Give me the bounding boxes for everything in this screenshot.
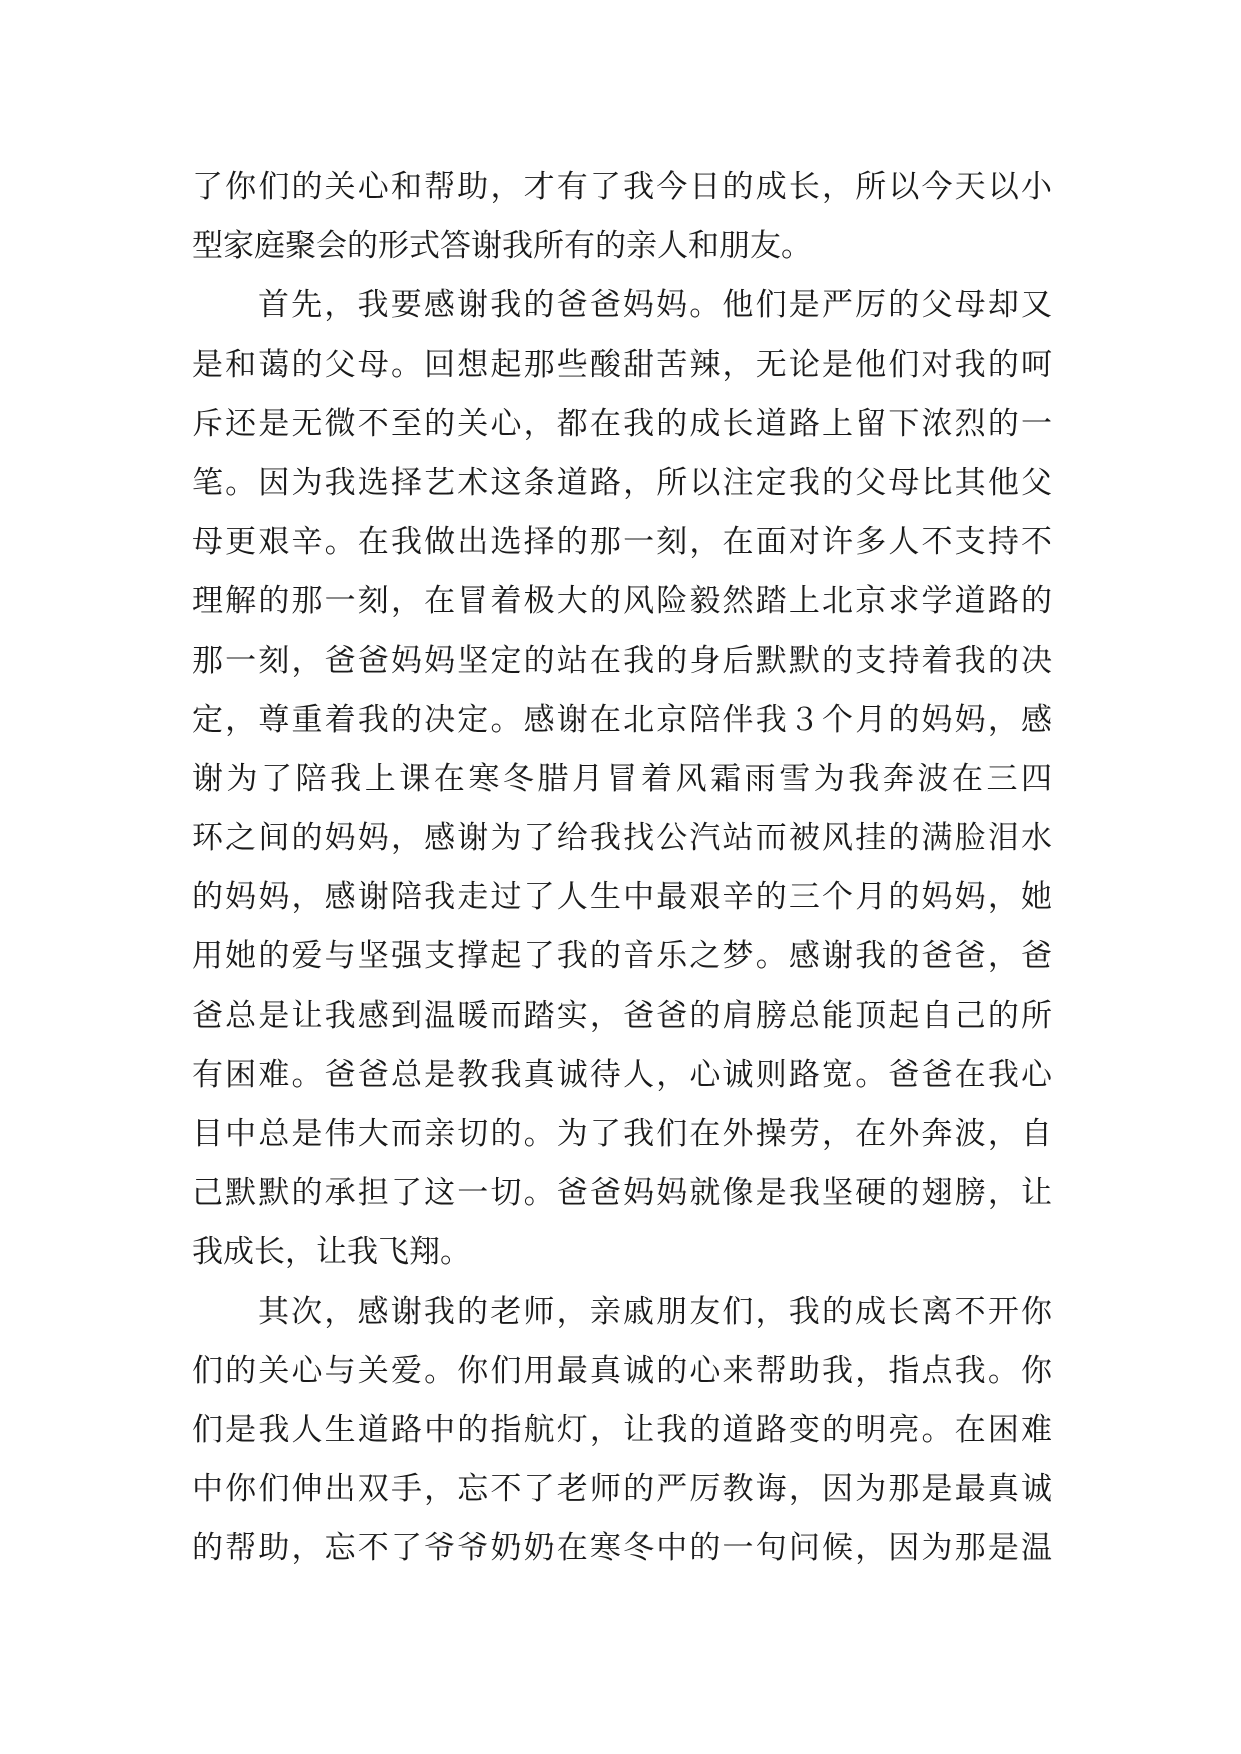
text-line: 目中总是伟大而亲切的。为了我们在外操劳，在外奔波，自 — [192, 1116, 1052, 1152]
text-line: 是和蔼的父母。回想起那些酸甜苦辣，无论是他们对我的呵 — [192, 346, 1052, 383]
text-line: 首先，我要感谢我的爸爸妈妈。他们是严厉的父母却又 — [258, 287, 1052, 324]
text-line: 谢为了陪我上课在寒冬腊月冒着风霜雨雪为我奔波在三四 — [192, 760, 1052, 797]
text-line: 用她的爱与坚强支撑起了我的音乐之梦。感谢我的爸爸，爸 — [192, 938, 1052, 975]
text-line: 有困难。爸爸总是教我真诚待人，心诚则路宽。爸爸在我心 — [192, 1056, 1052, 1093]
text-line: 我成长，让我飞翔。 — [192, 1234, 471, 1271]
text-line: 们的关心与关爱。你们用最真诚的心来帮助我，指点我。你 — [192, 1352, 1052, 1389]
text-line: 们是我人生道路中的指航灯，让我的道路变的明亮。在困难 — [192, 1411, 1052, 1448]
text-line: 的帮助，忘不了爷爷奶奶在寒冬中的一句问候，因为那是温 — [192, 1530, 1052, 1567]
text-line: 己默默的承担了这一切。爸爸妈妈就像是我坚硬的翅膀，让 — [192, 1175, 1052, 1212]
text-line: 爸总是让我感到温暖而踏实，爸爸的肩膀总能顶起自己的所 — [192, 997, 1052, 1034]
text-line: 了你们的关心和帮助，才有了我今日的成长，所以今天以小 — [192, 169, 1052, 205]
text-line: 斥还是无微不至的关心，都在我的成长道路上留下浓烈的一 — [192, 405, 1052, 442]
text-line: 那一刻，爸爸妈妈坚定的站在我的身后默默的支持着我的决 — [192, 642, 1052, 679]
body-text — [192, 158, 1052, 1579]
text-line: 笔。因为我选择艺术这条道路，所以注定我的父母比其他父 — [192, 464, 1052, 501]
text-line: 其次，感谢我的老师，亲戚朋友们，我的成长离不开你 — [258, 1293, 1052, 1330]
text-line: 定，尊重着我的决定。感谢在北京陪伴我３个月的妈妈，感 — [192, 701, 1052, 738]
text-line: 理解的那一刻，在冒着极大的风险毅然踏上北京求学道路的 — [192, 583, 1052, 620]
text-line: 母更艰辛。在我做出选择的那一刻，在面对许多人不支持不 — [192, 524, 1052, 561]
text-line: 环之间的妈妈，感谢为了给我找公汽站而被风挂的满脸泪水 — [192, 820, 1052, 857]
text-line: 的妈妈，感谢陪我走过了人生中最艰辛的三个月的妈妈，她 — [192, 879, 1052, 916]
text-line: 中你们伸出双手，忘不了老师的严厉教诲，因为那是最真诚 — [192, 1471, 1052, 1508]
text-line: 型家庭聚会的形式答谢我所有的亲人和朋友。 — [192, 228, 812, 265]
